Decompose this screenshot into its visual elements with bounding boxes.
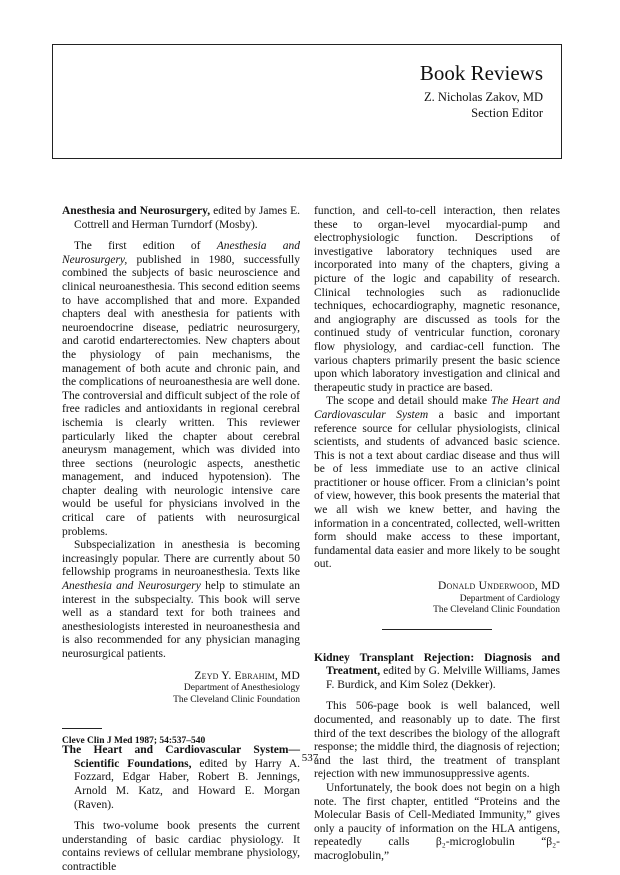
review1-heading: Anesthesia and Neurosurgery, edited by James E. Cottrell and Herman Turndorf (Mosby). xyxy=(62,205,300,231)
section-title: Book Reviews xyxy=(419,61,543,85)
review1-paragraph-1: The first edition of Anesthesia and Neurosurgery, published in 1980, successfully combined the subjects of basic neuroscience and clinical neuroanesthesia. This second edition seems to have accomplished that and more. Expanded chapters deal with anesthesia for patients with neuroendocrine disease, pediatric neurosurgery, and carotid endarterectomies. New chapters about the physiology of pain mechanisms, the management of both acute and chronic pain, and the complications of neuroanesthesia are well done. The controversial and difficult subject of the role of free radicles and antioxidants in regional cerebral ischemia is clearly written. This reviewer particularly liked the chapter about cerebral aneurysm management, which was divided into three sections (neurologic aspects, anesthetic management, and induced hypotension). The chapter dealing with neurologic intensive care would be useful for physicians involved in the critical care of patients with neurosurgical problems. xyxy=(62,240,301,538)
section-editor-role: Section Editor xyxy=(471,106,543,120)
review3-paragraph-2: Unfortunately, the book does not begin on a high note. The first chapter, entitled “Proteins and the Molecular Basis of Cell-Mediated Immunity,” gives only a paucity of information on the HLA antigens, repeatedly calls β₂-microglobulin “β₂-macroglobulin,” xyxy=(314,781,560,862)
review2-reviewer: Donald Underwood, MD xyxy=(438,580,560,593)
section-editor-name: Z. Nicholas Zakov, MD xyxy=(424,90,543,104)
review2-paragraph-1: This two-volume book presents the current understanding of basic cardiac physiology. It contains reviews of cellular membrane physiology, contractible xyxy=(62,820,300,873)
journal-citation: Cleve Clin J Med 1987; 54:537–540 xyxy=(62,736,206,746)
review1-institution: The Cleveland Clinic Foundation xyxy=(173,694,300,705)
right-column xyxy=(314,205,560,864)
page-number: 537 xyxy=(301,752,319,764)
review3-paragraph-1: This 506-page book is well balanced, well documented, and reasonably up to date. The first third of the text describes the biology of the allograft response; the middle third, the diagnosis of rejection; and the last third, the treatment of transplant rejection with new immunosuppressive agents. xyxy=(314,700,560,781)
review1-reviewer: Zeyd Y. Ebrahim, MD xyxy=(194,669,300,682)
review2-paragraph-2: The scope and detail should make The Heart and Cardiovascular System a basic and important reference source for cellular physiologists, clinical scientists, and students of advanced basic science. This is not a text about cardiac disease and thus will be of less immediate use to an active clinical practitioner or house officer. From a clinician’s point of view, however, this book presents the material that we all wish we knew better, and having the information in a concentrated, collected, well-written form should make access to these important, fundamental data easier and more likely to be sought out. xyxy=(314,395,560,571)
review1-paragraph-2: Subspecialization in anesthesia is becoming increasingly popular. There are currently about 50 fellowship programs in neuroanesthesia. Texts like Anesthesia and Neurosurgery help to stimulate an interest in the subspecialty. This book will serve well as a standard text for both trainees and anesthesiologists interested in neuroanesthesia and is also recommended for any physician managing neurosurgical patients. xyxy=(62,539,301,660)
left-column xyxy=(62,205,300,875)
review2-institution: The Cleveland Clinic Foundation xyxy=(433,605,560,616)
review2-department: Department of Cardiology xyxy=(459,593,560,604)
section-divider xyxy=(382,629,492,630)
review3-heading: Kidney Transplant Rejection: Diagnosis and Treatment, edited by G. Melville Williams, James F. Burdick, and Kim Solez (Dekker). xyxy=(314,651,560,691)
review1-department: Department of Anesthesiology xyxy=(183,683,300,694)
section-header-box xyxy=(52,44,562,159)
review2-heading: The Heart and Cardiovascular System—Scientific Foundations, edited by Harry A. Fozzard, Edgar Haber, Robert B. Jennings, Arnold M. Katz, and Howard E. Morgan (Raven). xyxy=(62,744,300,811)
review2-paragraph-1-continued: function, and cell-to-cell interaction, then relates these to organ-level myocardial-pump and electrophysiologic function. Descriptions of investigative laboratory techniques used are incorporated into many of the chapters, giving a picture of the logic and capability of research. Clinical technologies such as radionuclide techniques, echocardiography, magnetic resonance, and angiography are discussed as tools for the continued study of ventricular function, coronary flow physiology, and cardiac-cell function. The various chapters primarily present the basic science upon which laboratory investigation and clinical and therapeutic study in practice are based. xyxy=(314,205,560,394)
footnote-rule xyxy=(62,728,102,729)
